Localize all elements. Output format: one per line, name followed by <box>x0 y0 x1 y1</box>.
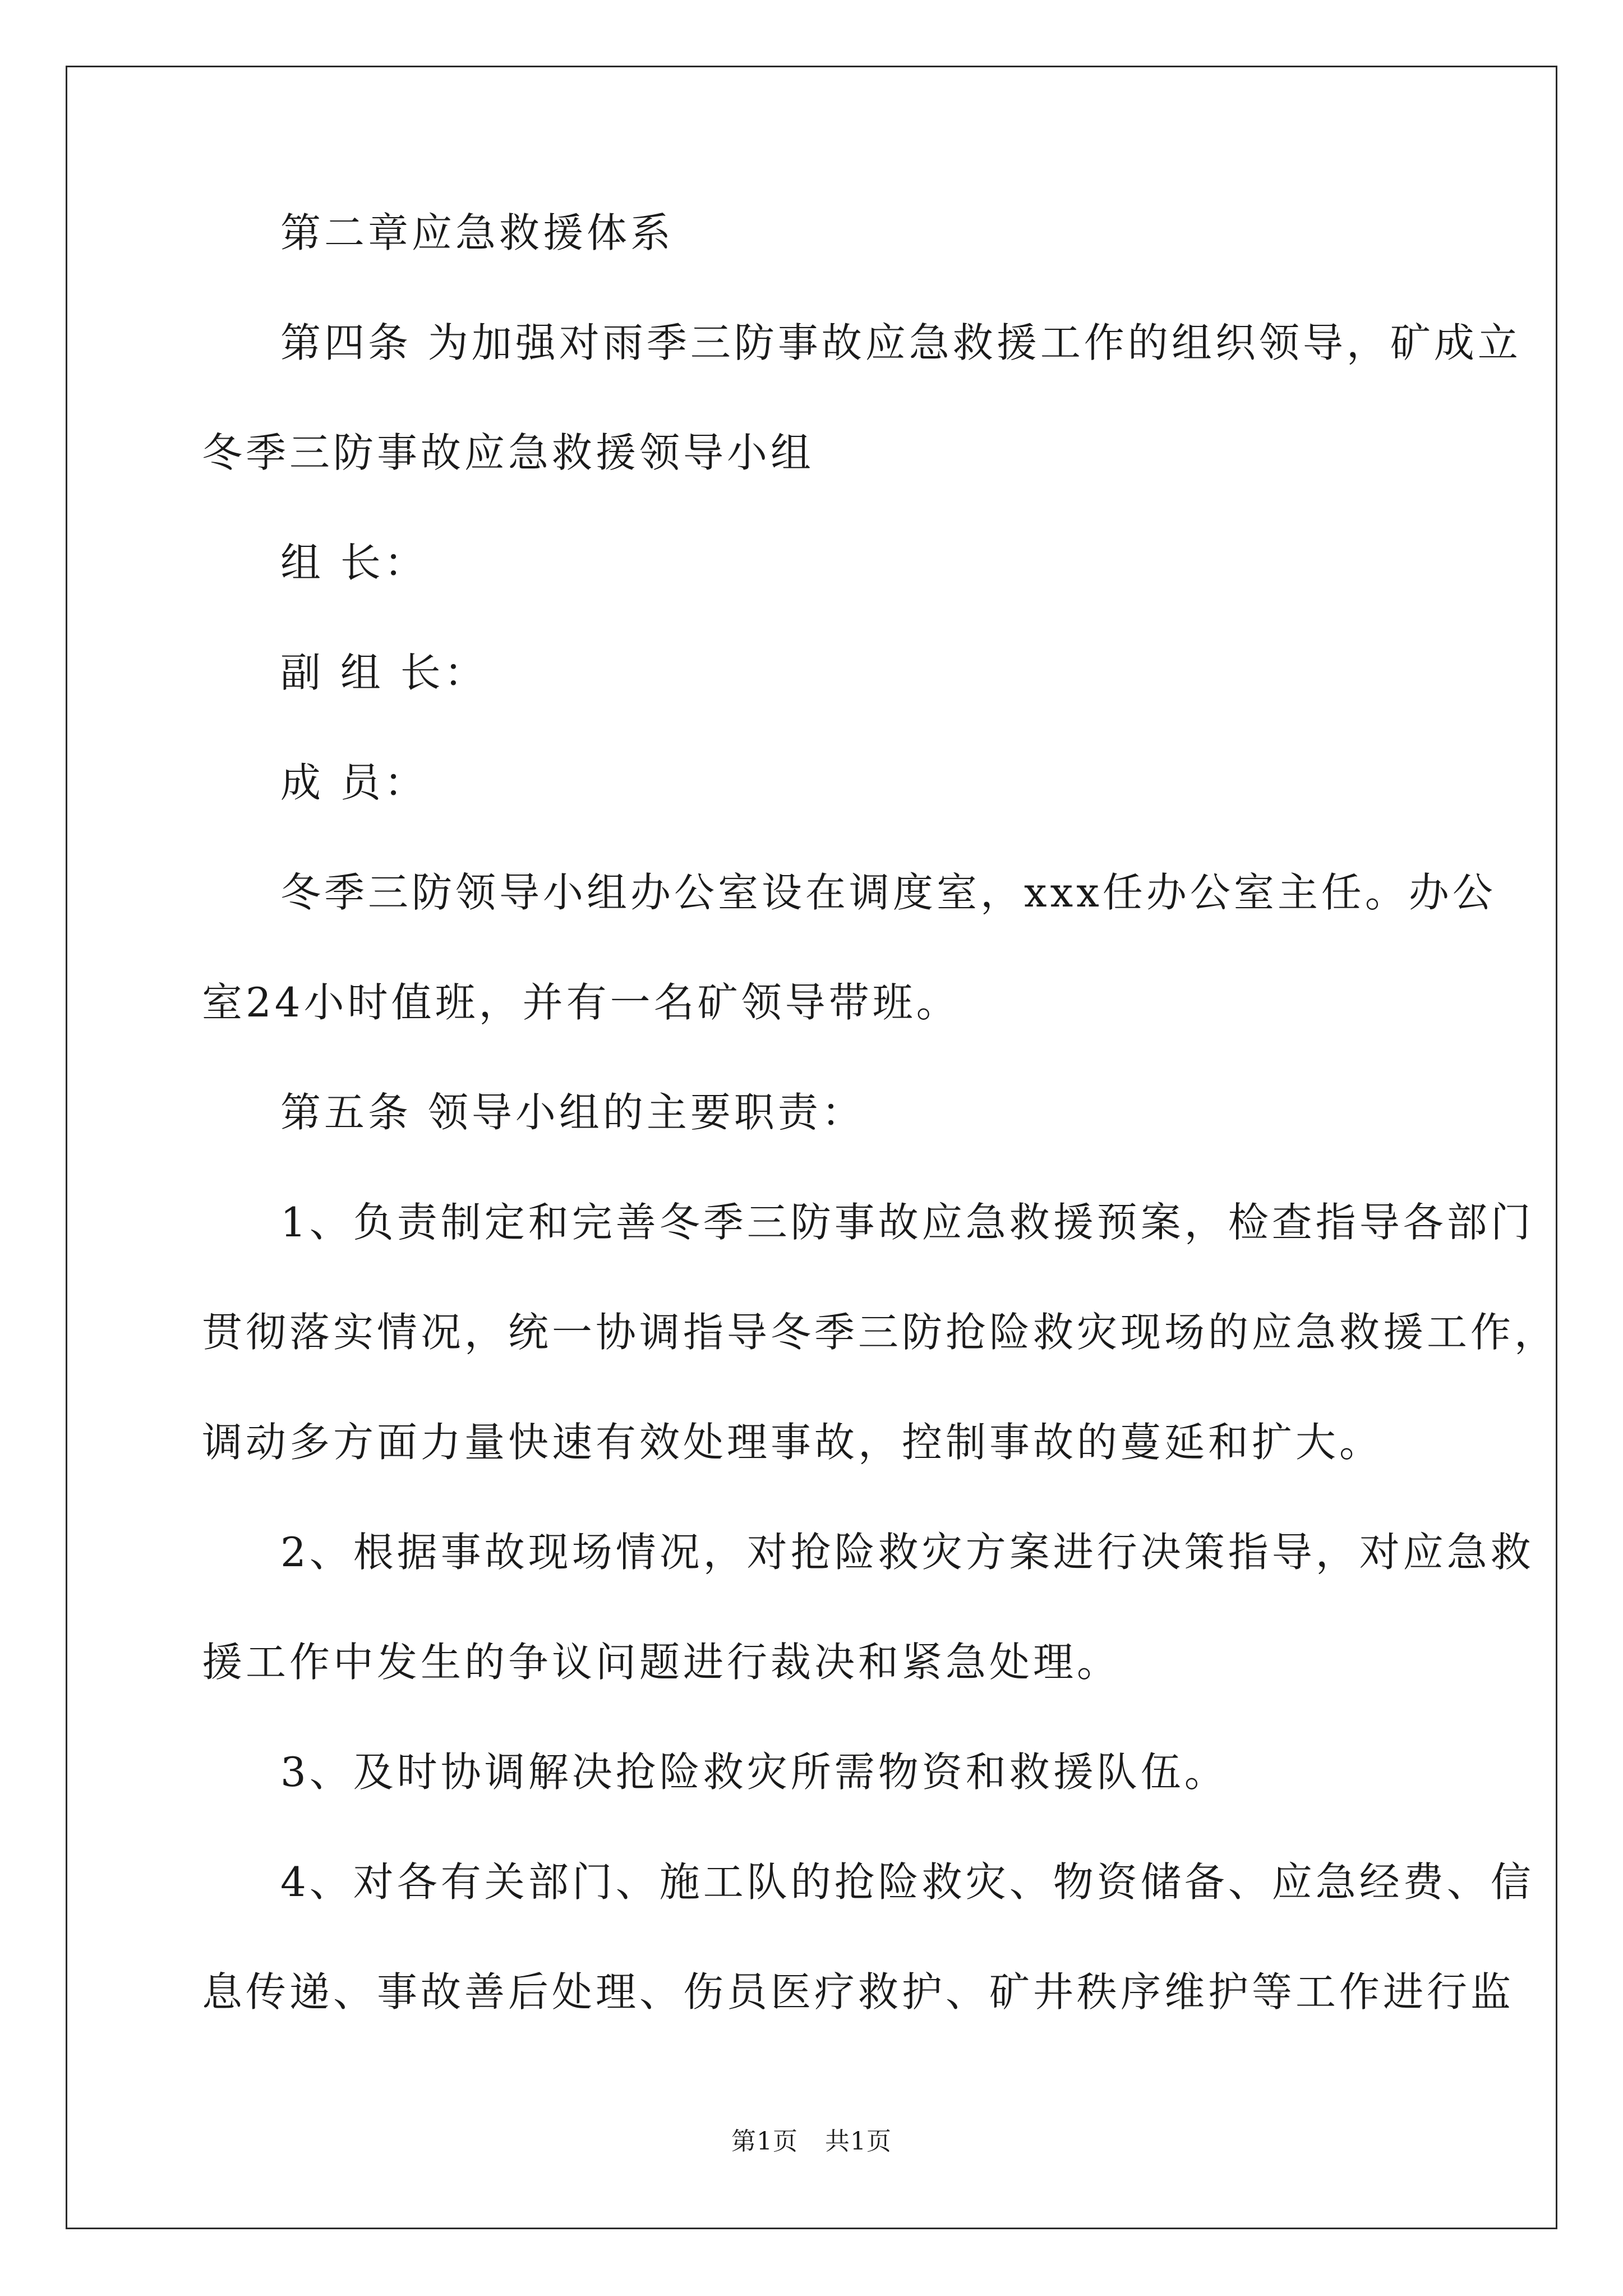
article4-line2: 冬季三防事故应急救援领导小组 <box>202 429 815 476</box>
office-line2: 室24小时值班，并有一名矿领导带班。 <box>202 979 960 1026</box>
duty2-line1: 2、根据事故现场情况，对抢险救灾方案进行决策指导，对应急救 <box>280 1529 1534 1576</box>
members-label: 成 员： <box>280 759 428 806</box>
office-line1: 冬季三防领导小组办公室设在调度室，xxx任办公室主任。办公 <box>280 869 1496 916</box>
page-number-total: 共1页 <box>825 2127 892 2156</box>
page-number-current: 第1页 <box>731 2127 798 2156</box>
duty1-line2: 贯彻落实情况，统一协调指导冬季三防抢险救灾现场的应急救援工作， <box>202 1309 1559 1356</box>
duty3-line1: 3、及时协调解决抢险救灾所需物资和救援队伍。 <box>280 1749 1228 1796</box>
duty1-line1: 1、负责制定和完善冬季三防事故应急救援预案，检查指导各部门 <box>280 1199 1534 1246</box>
page-footer <box>0 2126 1623 2157</box>
duty1-line3: 调动多方面力量快速有效处理事故，控制事故的蔓延和扩大。 <box>202 1419 1384 1466</box>
article4-line1: 第四条 为加强对雨季三防事故应急救援工作的组织领导，矿成立 <box>280 319 1521 366</box>
duty2-line2: 援工作中发生的争议问题进行裁决和紧急处理。 <box>202 1639 1121 1686</box>
deputy-leader-label: 副 组 长： <box>280 649 488 696</box>
duty4-line1: 4、对各有关部门、施工队的抢险救灾、物资储备、应急经费、信 <box>280 1858 1534 1906</box>
duty4-line2: 息传递、事故善后处理、伤员医疗救护、矿井秩序维护等工作进行监 <box>202 1968 1515 2016</box>
leader-label: 组 长： <box>280 539 428 586</box>
article5-heading: 第五条 领导小组的主要职责： <box>280 1089 865 1136</box>
chapter-heading: 第二章应急救援体系 <box>280 209 675 256</box>
